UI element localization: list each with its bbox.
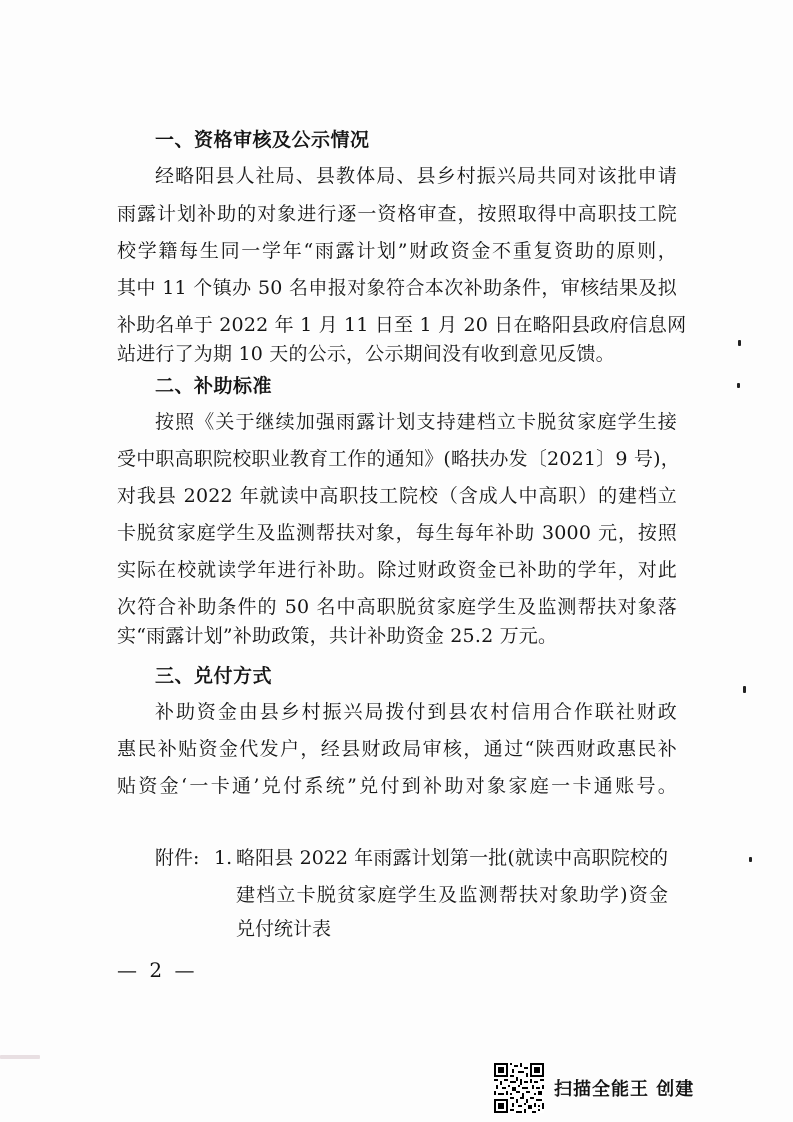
attachment-item-number: 1. — [214, 847, 233, 869]
qr-code-icon — [494, 1063, 544, 1113]
attachment-title-line: 略阳县 2022 年雨露计划第一批(就读中高职院校的 — [236, 847, 668, 869]
paragraph-line: 站进行了为期 10 天的公示，公示期间没有收到意见反馈。 — [117, 343, 615, 365]
paragraph-line: 经略阳县人社局、县教体局、县乡村振兴局共同对该批申请 — [155, 165, 677, 187]
paragraph-line: 校学籍每生同一学年“雨露计划”财政资金不重复资助的原则， — [117, 240, 677, 262]
scan-edge-mark — [0, 1055, 40, 1059]
scan-speck — [749, 857, 752, 862]
paragraph-line: 卡脱贫家庭学生及监测帮扶对象，每生每年补助 3000 元，按照 — [117, 522, 677, 544]
page-number: — 2 — — [117, 958, 198, 982]
attachment-title-line: 兑付统计表 — [236, 918, 332, 940]
paragraph-line: 惠民补贴资金代发户，经县财政局审核，通过“陕西财政惠民补 — [117, 738, 677, 760]
attachment-label: 附件: — [155, 847, 200, 869]
paragraph-line: 实际在校就读学年进行补助。除过财政资金已补助的学年，对此 — [117, 559, 677, 581]
scan-speck — [743, 686, 746, 693]
attachment-title-line: 建档立卡脱贫家庭学生及监测帮扶对象助学)资金 — [236, 884, 668, 906]
paragraph-line: 雨露计划补助的对象进行逐一资格审查，按照取得中高职技工院 — [117, 203, 677, 225]
paragraph-line: 贴资金‘一卡通’兑付系统”兑付到补助对象家庭一卡通账号。 — [117, 775, 677, 797]
paragraph-line: 次符合补助条件的 50 名中高职脱贫家庭学生及监测帮扶对象落 — [117, 596, 677, 618]
paragraph-line: 补助名单于 2022 年 1 月 11 日至 1 月 20 日在略阳县政府信息网 — [117, 314, 687, 336]
scanner-watermark — [494, 1062, 724, 1114]
section-heading-payment-method: 三、兑付方式 — [155, 665, 273, 687]
paragraph-line: 受中职高职院校职业教育工作的通知》(略扶办发〔2021〕9 号)， — [117, 448, 680, 470]
paragraph-line: 其中 11 个镇办 50 名申报对象符合本次补助条件，审核结果及拟 — [117, 277, 677, 299]
section-heading-subsidy-standard: 二、补助标准 — [155, 375, 273, 397]
scan-speck — [737, 383, 740, 388]
section-heading-eligibility: 一、资格审核及公示情况 — [155, 129, 370, 151]
paragraph-line: 对我县 2022 年就读中高职技工院校（含成人中高职）的建档立 — [117, 485, 677, 507]
paragraph-line: 按照《关于继续加强雨露计划支持建档立卡脱贫家庭学生接 — [155, 411, 677, 433]
watermark-text: 扫描全能王 创建 — [554, 1079, 695, 1100]
paragraph-line: 实“雨露计划”补助政策，共计补助资金 25.2 万元。 — [117, 625, 558, 647]
paragraph-line: 补助资金由县乡村振兴局拨付到县农村信用合作联社财政 — [155, 701, 677, 723]
scan-speck — [738, 340, 741, 346]
